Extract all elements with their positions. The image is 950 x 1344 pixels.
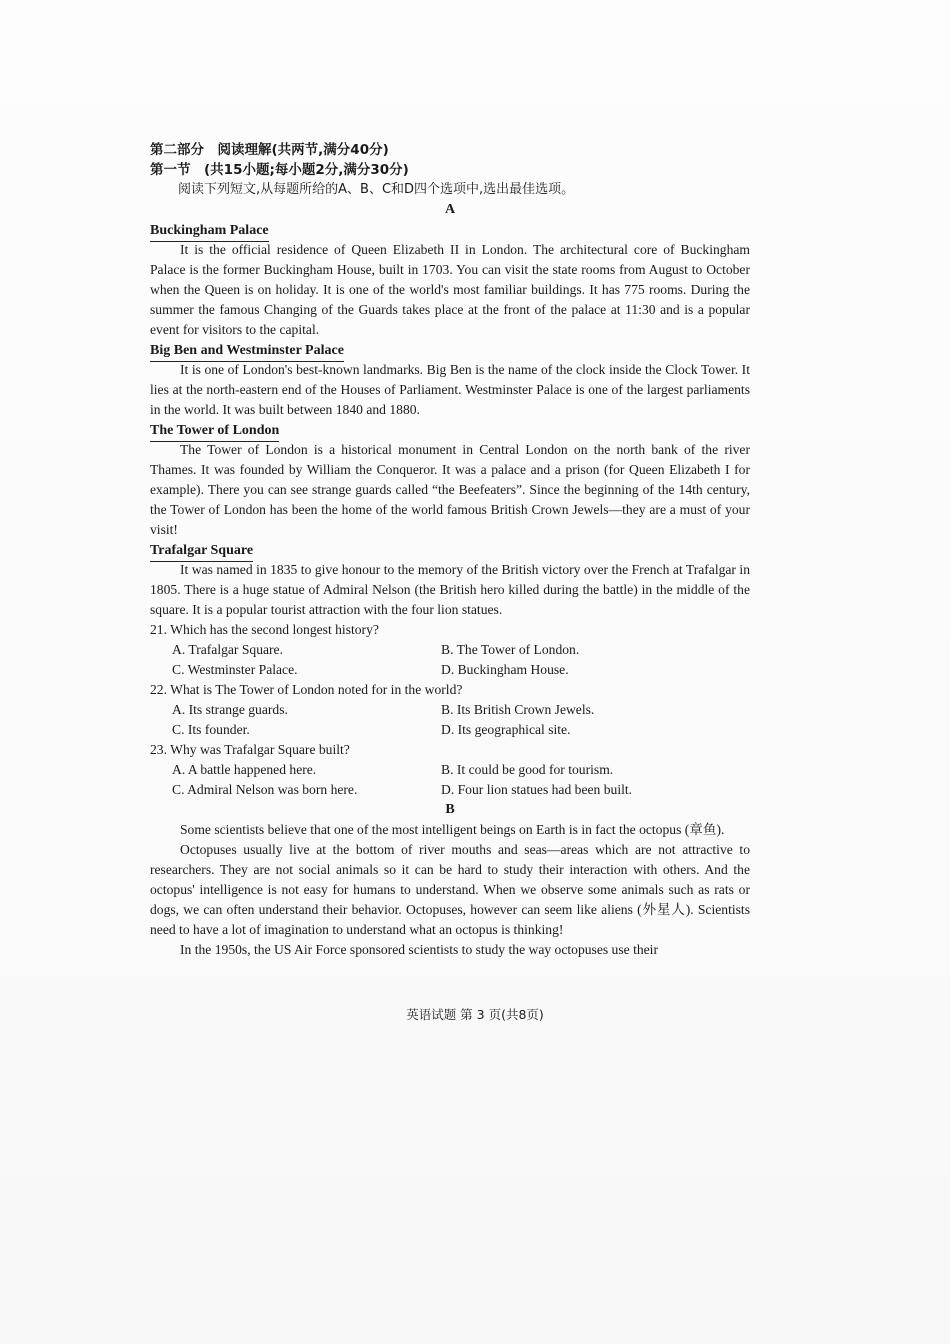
option-b[interactable]: B. The Tower of London. (441, 642, 580, 657)
paragraph-big-ben: It is one of London's best-known landmarks. Big Ben is the name of the clock inside the Clock Tower. It lies at the north-eastern end of the Houses of Parliament. Westminster Palace is one of the largest parliaments in the world. It was built between 1840 and 1880. (150, 362, 750, 417)
passage-b-letter: B (445, 802, 455, 817)
question-21 (150, 620, 750, 680)
passage-a-block-big-ben (150, 340, 750, 420)
part-title: 第二部分 阅读理解(共两节,满分40分) (150, 142, 389, 158)
passage-a-block-trafalgar (150, 540, 750, 620)
passage-a-block-buckingham (150, 220, 750, 340)
option-a[interactable]: A. A battle happened here. (172, 762, 317, 777)
question-23 (150, 740, 750, 800)
option-d[interactable]: D. Buckingham House. (441, 662, 569, 677)
option-c[interactable]: C. Admiral Nelson was born here. (172, 782, 358, 797)
question-stem: 22. What is The Tower of London noted for in the world? (150, 682, 463, 697)
paragraph-buckingham-palace: It is the official residence of Queen Elizabeth II in London. The architectural core of Buckingham Palace is the former Buckingham House, built in 1703. You can visit the state rooms from August to October when the Queen is on holiday. It is one of the world's most familiar buildings. It has 775 rooms. During the summer the famous Changing of the Guards takes place at the front of the palace at 11:30 and is a popular event for visitors to the capital. (150, 242, 750, 337)
paragraph-b-3: In the 1950s, the US Air Force sponsored scientists to study the way octopuses use their (180, 942, 658, 957)
heading-buckingham-palace: Buckingham Palace (150, 221, 269, 242)
paragraph-tower-of-london: The Tower of London is a historical monument in Central London on the north bank of the river Thames. It was founded by William the Conqueror. It was a palace and a prison (for Queen Elizabeth I for example). There you can see strange guards called “the Beefeaters”. Since the beginning of the 14th century, the Tower of London has been the home of the world famous British Crown Jewels—they are a must of your visit! (150, 442, 750, 537)
page-content (150, 140, 750, 960)
option-b[interactable]: B. Its British Crown Jewels. (441, 702, 595, 717)
option-c[interactable]: C. Its founder. (172, 722, 250, 737)
paragraph-b-2: Octopuses usually live at the bottom of river mouths and seas—areas which are not attractive to researchers. They are not social animals so it can be hard to study their interaction with others. And the octopus' intelligence is not easy for humans to understand. When we observe some animals such as rats or dogs, we can often understand their behavior. Octopuses, however can seem like aliens (外星人). Scientists need to have a lot of imagination to understand what an octopus is thinking! (150, 842, 750, 937)
heading-tower-of-london: The Tower of London (150, 421, 279, 442)
section-title: 第一节 (共15小题;每小题2分,满分30分) (150, 162, 409, 178)
heading-trafalgar-square: Trafalgar Square (150, 541, 253, 562)
question-stem: 23. Why was Trafalgar Square built? (150, 742, 350, 757)
heading-big-ben: Big Ben and Westminster Palace (150, 341, 344, 362)
option-d[interactable]: D. Its geographical site. (441, 722, 571, 737)
option-a[interactable]: A. Trafalgar Square. (172, 642, 283, 657)
passage-a-letter: A (444, 202, 456, 217)
paragraph-b-1: Some scientists believe that one of the most intelligent beings on Earth is in fact the octopus (章鱼). (180, 822, 725, 837)
paragraph-trafalgar-square: It was named in 1835 to give honour to the memory of the British victory over the French at Trafalgar in 1805. There is a huge statue of Admiral Nelson (the British hero killed during the battle) in the middle of the square. It is a popular tourist attraction with the four lion statues. (150, 562, 750, 617)
page-footer: 英语试题 第 3 页(共8页) (406, 1007, 544, 1022)
option-d[interactable]: D. Four lion statues had been built. (441, 782, 633, 797)
instructions: 阅读下列短文,从每题所给的A、B、C和D四个选项中,选出最佳选项。 (178, 182, 575, 197)
option-a[interactable]: A. Its strange guards. (172, 702, 288, 717)
passage-a-block-tower (150, 420, 750, 540)
option-c[interactable]: C. Westminster Palace. (172, 662, 298, 677)
question-stem: 21. Which has the second longest history? (150, 622, 379, 637)
option-b[interactable]: B. It could be good for tourism. (441, 762, 614, 777)
question-22 (150, 680, 750, 740)
